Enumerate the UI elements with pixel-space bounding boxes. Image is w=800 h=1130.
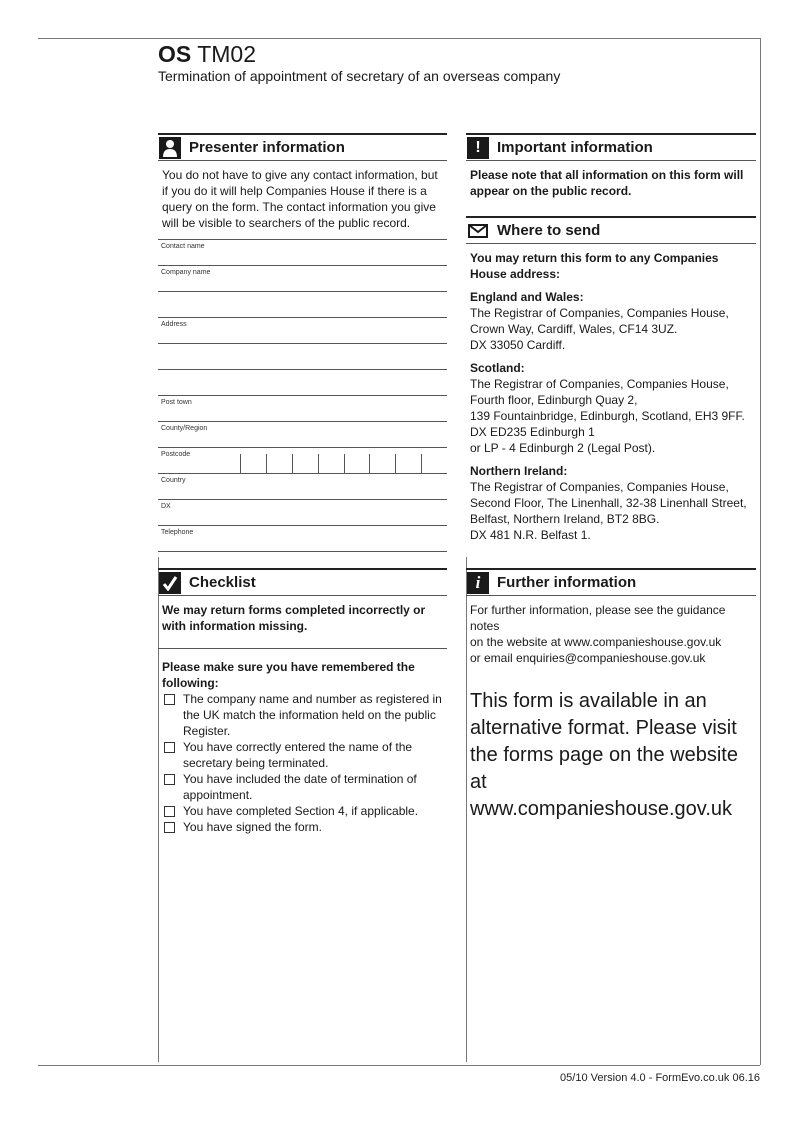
- important-section: [466, 133, 756, 211]
- scotland-line: The Registrar of Companies, Companies House,: [470, 377, 729, 391]
- postcode-box[interactable]: [292, 454, 318, 473]
- checklist-warning-box: [158, 595, 447, 649]
- checklist-item[interactable]: [162, 803, 443, 819]
- checklist-item[interactable]: [162, 739, 443, 771]
- postcode-boxes: [240, 448, 447, 473]
- checklist-header: [158, 568, 447, 595]
- info-icon: i: [467, 572, 489, 594]
- envelope-icon: [467, 220, 489, 242]
- further-line: For further information, please see the guidance notes: [470, 603, 726, 633]
- postcode-box[interactable]: [395, 454, 421, 473]
- checkbox[interactable]: [164, 694, 175, 705]
- footer-version: 05/10 Version 4.0 - FormEvo.co.uk 06.16: [560, 1072, 760, 1084]
- checklist-title: Checklist: [189, 574, 256, 591]
- address-field-3[interactable]: [158, 370, 447, 396]
- checkbox[interactable]: [164, 822, 175, 833]
- checklist-item-text: You have correctly entered the name of the secretary being terminated.: [183, 740, 413, 770]
- checklist-item-text: You have completed Section 4, if applicable.: [183, 804, 419, 818]
- further-header: [466, 568, 756, 595]
- where-section: [466, 216, 756, 554]
- address-field[interactable]: [158, 318, 447, 344]
- postcode-box[interactable]: [240, 454, 266, 473]
- country-field[interactable]: [158, 474, 447, 500]
- where-body: [466, 243, 756, 554]
- presenter-title: Presenter information: [189, 139, 345, 156]
- further-line[interactable]: on the website at www.companieshouse.gov.uk: [470, 635, 722, 649]
- top-rule: [38, 38, 760, 39]
- further-title: Further information: [497, 574, 637, 591]
- england-line: Crown Way, Cardiff, Wales, CF14 3UZ.: [470, 322, 678, 336]
- postcode-box[interactable]: [421, 454, 447, 473]
- dx-field[interactable]: [158, 500, 447, 526]
- company-name-label: Company name: [161, 269, 211, 276]
- where-lead: You may return this form to any Companies House address:: [470, 251, 719, 281]
- checklist-body: [158, 649, 447, 835]
- country-label: Country: [161, 477, 186, 484]
- scotland-line: DX ED235 Edinburgh 1: [470, 425, 595, 439]
- postcode-label: Postcode: [161, 451, 191, 458]
- postcode-box[interactable]: [318, 454, 344, 473]
- england-line: DX 33050 Cardiff.: [470, 338, 566, 352]
- checkbox[interactable]: [164, 806, 175, 817]
- checkbox[interactable]: [164, 742, 175, 753]
- postcode-field[interactable]: [158, 448, 447, 474]
- post-town-field[interactable]: [158, 396, 447, 422]
- county-field[interactable]: [158, 422, 447, 448]
- postcode-box[interactable]: [344, 454, 370, 473]
- postcode-box[interactable]: [266, 454, 292, 473]
- checklist-warning: We may return forms completed incorrectly or with information missing.: [162, 603, 426, 633]
- form-prefix: OS: [158, 41, 192, 67]
- ni-line: DX 481 N.R. Belfast 1.: [470, 528, 591, 542]
- form-code: TM02: [197, 41, 257, 67]
- post-town-label: Post town: [161, 399, 192, 406]
- exclamation-icon: !: [467, 137, 489, 159]
- company-name-field[interactable]: [158, 266, 447, 292]
- england-title: England and Wales:: [470, 290, 584, 304]
- contact-name-label: Contact name: [161, 243, 205, 250]
- checklist-lead: Please make sure you have remembered the following:: [162, 660, 415, 690]
- presenter-intro: You do not have to give any contact information, but if you do it will help Companies House if there is a query on the form. The contact information you give will be visible to searchers of the public record.: [158, 160, 447, 240]
- bottom-rule: [38, 1065, 760, 1066]
- ni-title: Northern Ireland:: [470, 464, 568, 478]
- person-icon: [159, 137, 181, 159]
- right-rule: [760, 38, 761, 1065]
- further-line[interactable]: or email enquiries@companieshouse.gov.uk: [470, 651, 706, 665]
- ni-line: Second Floor, The Linenhall, 32-38 Linenhall Street,: [470, 496, 747, 510]
- checklist-item[interactable]: [162, 771, 443, 803]
- county-label: County/Region: [161, 425, 208, 432]
- scotland-line: 139 Fountainbridge, Edinburgh, Scotland, EH3 9FF.: [470, 409, 745, 423]
- important-title: Important information: [497, 139, 653, 156]
- scotland-line: Fourth floor, Edinburgh Quay 2,: [470, 393, 638, 407]
- contact-name-field[interactable]: [158, 240, 447, 266]
- company-name-field-2[interactable]: [158, 292, 447, 318]
- checklist-items: [162, 691, 443, 835]
- ni-line: Belfast, Northern Ireland, BT2 8BG.: [470, 512, 660, 526]
- important-text: Please note that all information on this form will appear on the public record.: [466, 160, 756, 211]
- postcode-box[interactable]: [369, 454, 395, 473]
- where-header: [466, 216, 756, 243]
- important-header: [466, 133, 756, 160]
- checklist-item[interactable]: [162, 691, 443, 739]
- ni-line: The Registrar of Companies, Companies House,: [470, 480, 729, 494]
- checklist-item-text: You have included the date of termination of appointment.: [183, 772, 417, 802]
- england-line: The Registrar of Companies, Companies House,: [470, 306, 729, 320]
- form-title: [158, 40, 256, 68]
- dx-label: DX: [161, 503, 171, 510]
- alt-format-notice: This form is available in an alternative format. Please visit the forms page on the website at www.companieshouse.gov.uk: [470, 690, 738, 820]
- presenter-header: [158, 133, 447, 160]
- checkbox[interactable]: [164, 774, 175, 785]
- scotland-line: or LP - 4 Edinburgh 2 (Legal Post).: [470, 441, 656, 455]
- telephone-field[interactable]: [158, 526, 447, 552]
- further-body: [466, 595, 756, 827]
- checkmark-icon: [159, 572, 181, 594]
- where-title: Where to send: [497, 222, 601, 239]
- address-field-2[interactable]: [158, 344, 447, 370]
- checklist-section: [158, 568, 447, 835]
- checklist-item-text: The company name and number as registered in the UK match the information held on the public Register.: [183, 692, 442, 738]
- presenter-section: [158, 133, 447, 552]
- checklist-item-text: You have signed the form.: [183, 820, 322, 834]
- further-section: [466, 568, 756, 827]
- telephone-label: Telephone: [161, 529, 194, 536]
- checklist-item[interactable]: [162, 819, 443, 835]
- scotland-title: Scotland:: [470, 361, 525, 375]
- address-label: Address: [161, 321, 187, 328]
- form-subtitle: Termination of appointment of secretary of an overseas company: [158, 68, 561, 84]
